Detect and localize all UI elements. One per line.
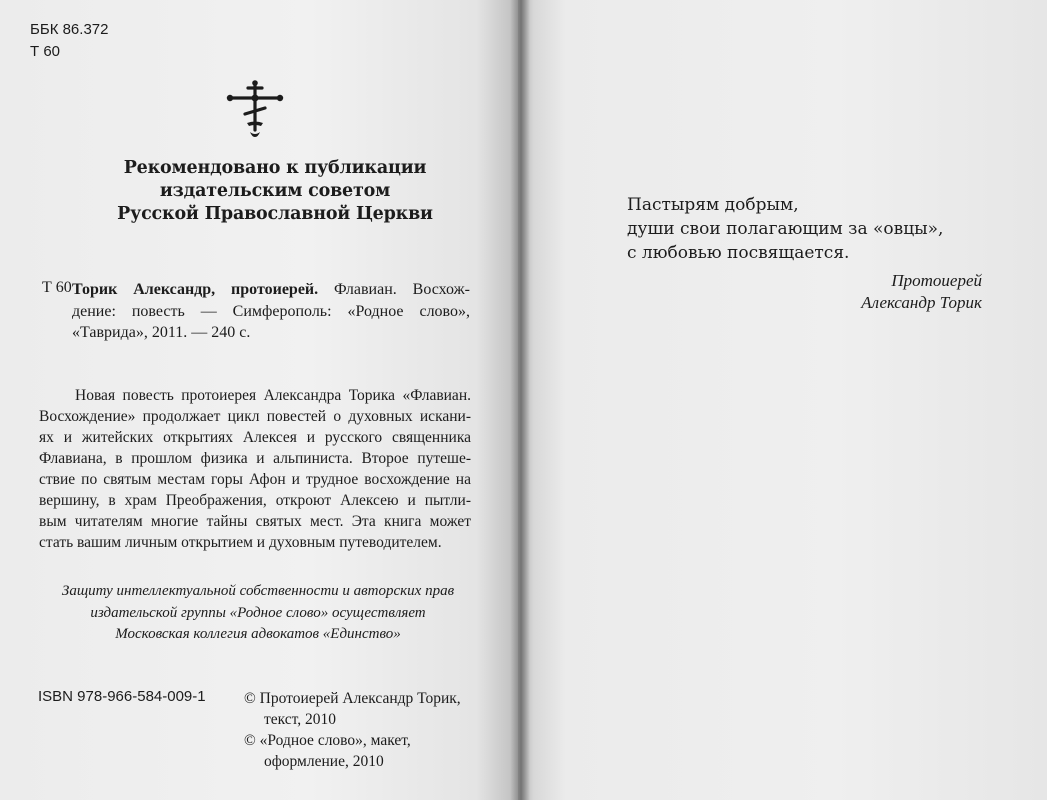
orthodox-cross-icon — [224, 80, 286, 138]
recommendation-block — [60, 157, 490, 226]
annotation-line: ях и житейских открытиях Алексея и русского священника — [39, 429, 471, 446]
annotation-line: Флавиана, в прошлом физика и альпиниста. Второе путеше- — [39, 450, 471, 467]
biblio-line: «Таврида», 2011. — 240 с. — [72, 324, 251, 341]
bbk-code: ББК 86.372 — [30, 21, 109, 38]
biblio-line — [72, 279, 470, 301]
bibliographic-record — [72, 279, 470, 344]
dedication-line: Пастырям добрым, — [627, 195, 799, 215]
note-line: Защиту интеллектуальной собственности и авторских прав — [61, 583, 455, 599]
biblio-mark: Т 60 — [42, 279, 72, 296]
annotation-line: Восхождение» продолжает цикл повестей о духовных искани- — [39, 408, 471, 425]
annotation-line: ствие по святым местам горы Афон и трудное восхождение на — [39, 471, 471, 488]
biblio-line: дение: повесть — Симферополь: «Родное слово», — [72, 302, 470, 320]
annotation-line: вершину, в храм Преображения, откроют Алексею и пытли- — [39, 492, 471, 509]
copyright-line: текст, 2010 — [264, 711, 337, 728]
copyright-line: © «Родное слово», макет, — [244, 732, 411, 749]
catalog-codes — [30, 19, 108, 63]
dedication-line: души свои полагающим за «овцы», — [627, 219, 944, 239]
right-page — [518, 0, 1047, 800]
annotation-line: вым читателям многие тайны святых мест. Эта книга может — [39, 513, 471, 530]
book-spine-shadow — [510, 0, 530, 800]
isbn: ISBN 978-966-584-009-1 — [38, 688, 206, 705]
signature-line: Александр Торик — [861, 293, 982, 312]
dedication-signature — [750, 270, 982, 314]
copyright-protection-note — [28, 581, 488, 646]
dedication-line: с любовью посвящается. — [627, 243, 850, 263]
left-page — [0, 0, 518, 800]
biblio-author: Торик Александр, протоиерей. — [72, 281, 319, 298]
annotation-line: Новая повесть протоиерея Александра Торика «Флавиан. — [75, 387, 471, 404]
annotation-line: стать вашим личным открытием и духовным путеводителем. — [39, 534, 442, 551]
note-line: издательской группы «Родное слово» осуществляет — [90, 604, 426, 621]
note-line: Московская коллегия адвокатов «Единство» — [115, 626, 401, 642]
recommendation-line: Русской Православной Церкви — [117, 204, 433, 224]
author-mark: Т 60 — [30, 43, 61, 60]
recommendation-line: Рекомендовано к публикации — [123, 158, 427, 178]
recommendation-line: издательским советом — [159, 181, 391, 201]
dedication — [627, 193, 943, 265]
signature-line: Протоиерей — [891, 271, 982, 290]
copyright-block — [244, 688, 461, 772]
copyright-line: © Протоиерей Александр Торик, — [244, 690, 461, 707]
annotation — [39, 385, 471, 553]
copyright-line: оформление, 2010 — [264, 753, 384, 770]
biblio-title: Флавиан. Восхож- — [318, 281, 471, 298]
